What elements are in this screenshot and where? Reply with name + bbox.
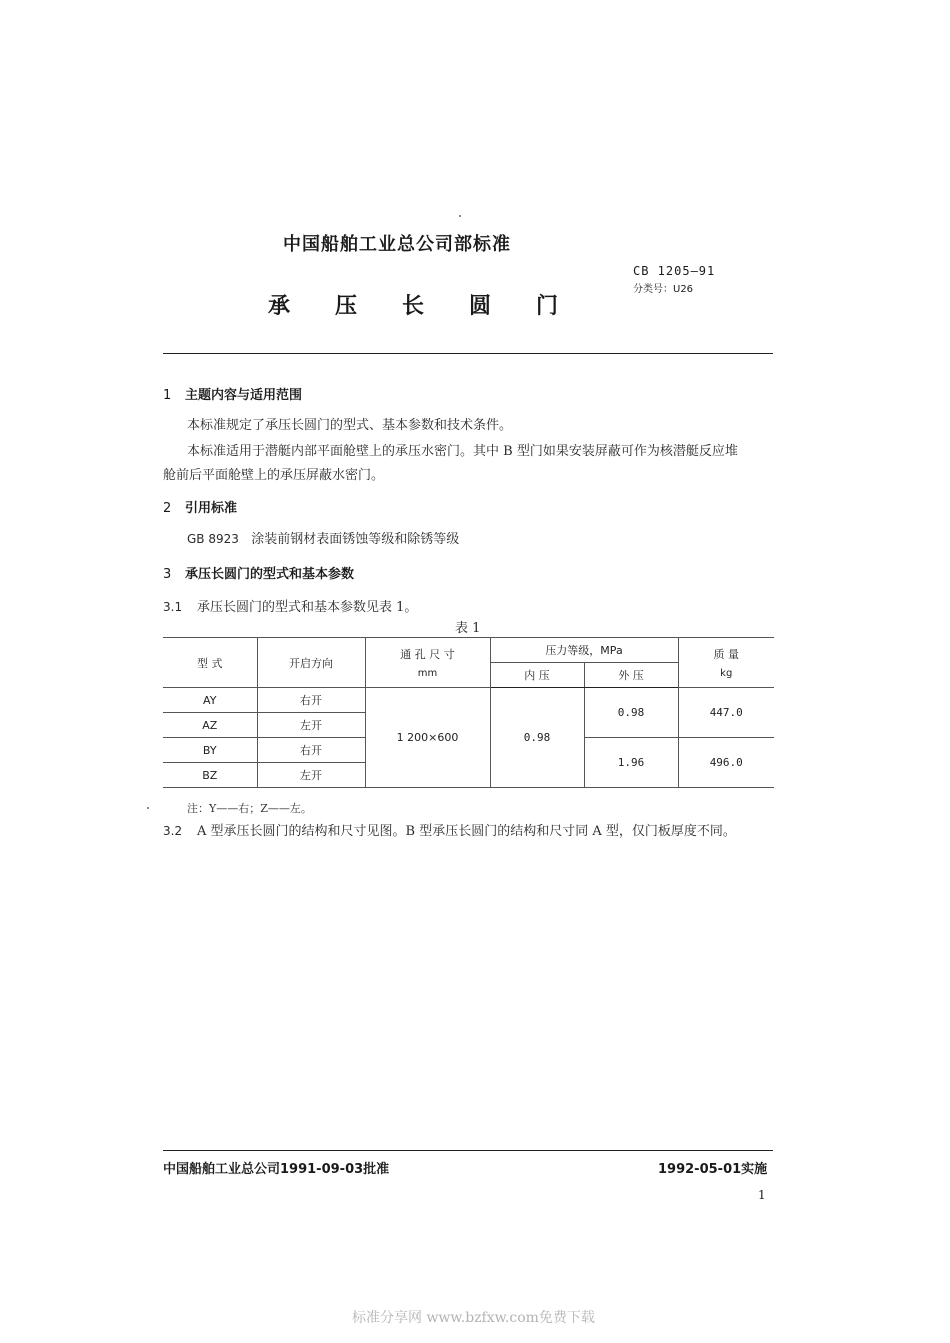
- section-3-title: 承压长圆门的型式和基本参数: [185, 567, 355, 582]
- header-mass-unit: kg: [720, 668, 733, 679]
- scan-speck: [147, 807, 149, 809]
- cell-mass-b: 496.0: [678, 738, 774, 788]
- cell-direction: 左开: [257, 763, 365, 788]
- cell-type: AY: [163, 688, 257, 713]
- site-watermark: 标准分享网 www.bzfxw.com免费下载: [352, 1310, 595, 1326]
- cell-direction: 右开: [257, 738, 365, 763]
- cell-type: AZ: [163, 713, 257, 738]
- section-1-paragraph-1: 本标准规定了承压长圆门的型式、基本参数和技术条件。: [187, 418, 513, 433]
- cell-mass-a: 447.0: [678, 688, 774, 738]
- effective-date: 1992-05-01实施: [658, 1162, 768, 1177]
- clause-3-2: [163, 820, 736, 839]
- section-1-number: 1: [163, 388, 172, 403]
- header-mass-label: 质 量: [713, 648, 739, 661]
- header-rule: [163, 353, 773, 354]
- document-title: 承压长圆门: [268, 294, 604, 319]
- section-1-heading: [163, 384, 302, 403]
- header-inner-pressure: 内 压: [490, 663, 584, 688]
- header-outer-pressure: 外 压: [584, 663, 678, 688]
- section-2-number: 2: [163, 501, 172, 516]
- cell-type: BY: [163, 738, 257, 763]
- reference-code: GB 8923: [187, 532, 239, 546]
- classification-number: 分类号：U26: [633, 284, 694, 295]
- clause-3-1-number: 3.1: [163, 600, 183, 614]
- table-row: [163, 688, 774, 713]
- clause-3-1-text: 承压长圆门的型式和基本参数见表 1。: [197, 600, 418, 615]
- cell-direction: 右开: [257, 688, 365, 713]
- header-open-direction: 开启方向: [257, 638, 365, 688]
- cell-direction: 左开: [257, 713, 365, 738]
- header-mass: [678, 638, 774, 688]
- section-3-heading: [163, 563, 354, 582]
- standard-number: CB 1205—91: [633, 264, 716, 278]
- section-1-title: 主题内容与适用范围: [185, 388, 303, 403]
- header-pressure-class: 压力等级，MPa: [490, 638, 678, 663]
- reference-title: 涂装前钢材表面锈蚀等级和除锈等级: [251, 532, 460, 547]
- section-2-title: 引用标准: [185, 501, 238, 516]
- clause-3-2-text: A 型承压长圆门的结构和尺寸见图。B 型承压长圆门的结构和尺寸同 A 型，仅门板厚度不同。: [197, 824, 736, 839]
- section-1-paragraph-2-line-2: 舱前后平面舱壁上的承压屏蔽水密门。: [163, 468, 385, 483]
- cell-outer-pressure-b: 1.96: [584, 738, 678, 788]
- footer-rule: [163, 1150, 773, 1151]
- section-1-paragraph-2-line-1: 本标准适用于潜艇内部平面舱壁上的承压水密门。其中 B 型门如果安装屏蔽可作为核潜艇反应堆: [187, 444, 738, 459]
- header-type: 型 式: [163, 638, 257, 688]
- header-opening-size: [365, 638, 490, 688]
- cell-outer-pressure-a: 0.98: [584, 688, 678, 738]
- cell-inner-pressure: 0.98: [490, 688, 584, 788]
- page-number: 1: [758, 1188, 766, 1202]
- section-2-heading: [163, 497, 237, 516]
- section-3-number: 3: [163, 567, 172, 582]
- cell-type: BZ: [163, 763, 257, 788]
- scan-speck: [459, 215, 461, 217]
- table-note: 注：Y——右；Z——左。: [187, 802, 312, 815]
- clause-3-1: [163, 596, 417, 615]
- org-title: 中国船舶工业总公司部标准: [283, 234, 511, 255]
- header-opening-size-unit: mm: [417, 668, 438, 679]
- parameters-table: [163, 637, 774, 788]
- table-header-row: [163, 638, 774, 663]
- referenced-standard: [187, 528, 459, 547]
- table-caption: 表 1: [455, 621, 481, 636]
- cell-opening-size: 1 200×600: [365, 688, 490, 788]
- approval-line: 中国船舶工业总公司1991-09-03批准: [163, 1162, 390, 1177]
- clause-3-2-number: 3.2: [163, 824, 183, 838]
- header-opening-size-label: 通 孔 尺 寸: [400, 648, 455, 661]
